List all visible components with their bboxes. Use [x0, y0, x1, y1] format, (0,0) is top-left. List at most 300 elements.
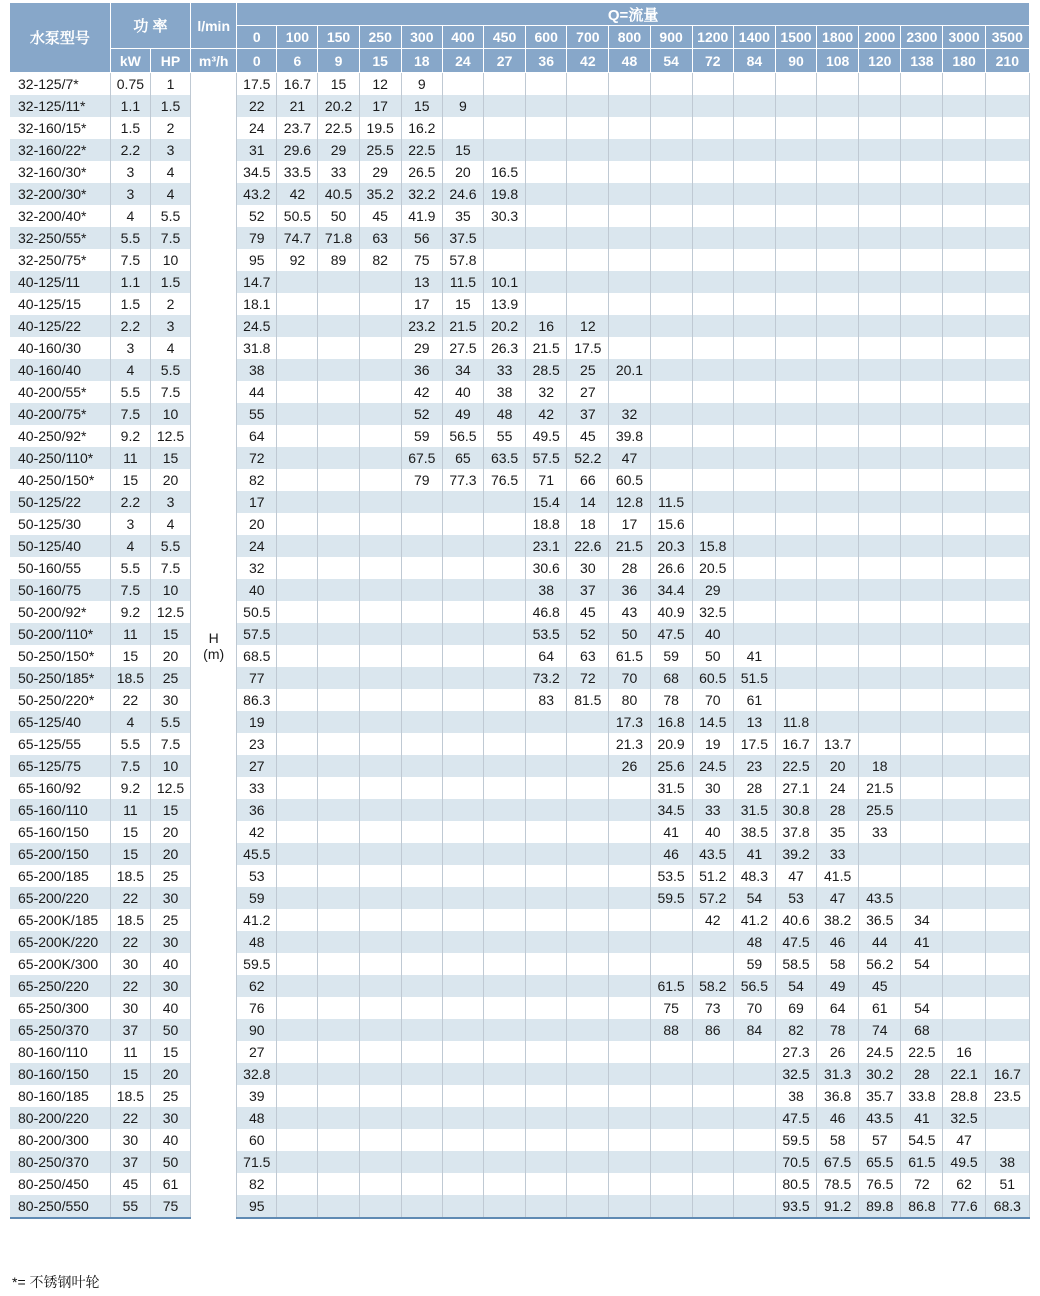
head-value-cell — [609, 249, 650, 271]
head-value-cell — [985, 931, 1029, 953]
head-value-cell — [692, 95, 733, 117]
head-value-cell — [318, 711, 359, 733]
head-value-cell — [401, 711, 442, 733]
head-value-cell — [401, 843, 442, 865]
head-value-cell — [401, 601, 442, 623]
head-value-cell — [901, 469, 943, 491]
head-value-cell — [526, 161, 567, 183]
flow-lmin-cell: 100 — [277, 26, 318, 49]
head-value-cell: 79 — [237, 227, 277, 249]
head-value-cell — [943, 381, 985, 403]
head-value-cell: 31.5 — [733, 799, 775, 821]
head-value-cell: 93.5 — [775, 1195, 816, 1218]
table-row — [10, 337, 1030, 359]
head-value-cell — [733, 381, 775, 403]
head-value-cell: 23.7 — [277, 117, 318, 139]
head-value-cell — [567, 909, 609, 931]
hp-cell: 20 — [150, 469, 190, 491]
model-cell: 80-160/110 — [10, 1041, 110, 1063]
table-row — [10, 843, 1030, 865]
table-row — [10, 1195, 1030, 1218]
hp-cell: 40 — [150, 953, 190, 975]
flow-lmin-cell: 1800 — [817, 26, 859, 49]
model-cell: 65-200/150 — [10, 843, 110, 865]
head-value-cell: 16.5 — [484, 161, 526, 183]
head-value-cell — [359, 645, 401, 667]
head-value-cell — [859, 865, 901, 887]
head-value-cell — [733, 227, 775, 249]
head-value-cell — [733, 337, 775, 359]
head-value-cell — [359, 1151, 401, 1173]
head-value-cell — [567, 843, 609, 865]
head-value-cell — [277, 1019, 318, 1041]
head-value-cell — [526, 755, 567, 777]
head-value-cell: 41 — [901, 1107, 943, 1129]
head-value-cell — [484, 865, 526, 887]
head-value-cell — [484, 1173, 526, 1195]
head-value-cell: 30.6 — [526, 557, 567, 579]
head-value-cell: 39.2 — [775, 843, 816, 865]
head-value-cell: 86 — [692, 1019, 733, 1041]
head-value-cell — [277, 315, 318, 337]
head-value-cell: 26 — [609, 755, 650, 777]
head-value-cell — [277, 623, 318, 645]
head-value-cell — [359, 623, 401, 645]
head-value-cell — [359, 425, 401, 447]
head-value-cell: 17.3 — [609, 711, 650, 733]
head-value-cell — [775, 645, 816, 667]
head-value-cell — [526, 1063, 567, 1085]
head-value-cell: 77.6 — [943, 1195, 985, 1218]
head-value-cell: 36 — [401, 359, 442, 381]
flow-lmin-cell: 400 — [442, 26, 483, 49]
head-value-cell: 25 — [567, 359, 609, 381]
head-value-cell — [733, 403, 775, 425]
head-value-cell — [484, 557, 526, 579]
model-header: 水泵型号 — [10, 3, 110, 73]
head-value-cell: 38.5 — [733, 821, 775, 843]
head-value-cell: 84 — [733, 1019, 775, 1041]
model-cell: 80-200/300 — [10, 1129, 110, 1151]
table-row — [10, 623, 1030, 645]
head-value-cell — [943, 645, 985, 667]
kw-cell: 4 — [110, 359, 150, 381]
head-value-cell — [359, 777, 401, 799]
head-value-cell: 65.5 — [859, 1151, 901, 1173]
hp-cell: 12.5 — [150, 601, 190, 623]
head-value-cell — [817, 469, 859, 491]
head-value-cell: 35 — [817, 821, 859, 843]
head-value-cell: 24.5 — [859, 1041, 901, 1063]
head-value-cell — [526, 711, 567, 733]
kw-cell: 55 — [110, 1195, 150, 1218]
flow-header: Q=流量 — [237, 3, 1030, 26]
head-value-cell — [692, 1085, 733, 1107]
head-value-cell: 36.8 — [817, 1085, 859, 1107]
head-value-cell — [526, 183, 567, 205]
head-value-cell — [359, 513, 401, 535]
model-cell: 80-200/220 — [10, 1107, 110, 1129]
head-value-cell: 34 — [901, 909, 943, 931]
head-value-cell: 32.5 — [692, 601, 733, 623]
head-value-cell — [609, 975, 650, 997]
head-value-cell — [859, 139, 901, 161]
kw-cell: 30 — [110, 953, 150, 975]
head-value-cell — [567, 1107, 609, 1129]
table-row — [10, 535, 1030, 557]
head-value-cell — [526, 1173, 567, 1195]
model-cell: 32-250/75* — [10, 249, 110, 271]
head-value-cell: 23.5 — [985, 1085, 1029, 1107]
head-value-cell — [359, 403, 401, 425]
head-value-cell: 54 — [901, 997, 943, 1019]
head-value-cell: 33 — [237, 777, 277, 799]
head-value-cell — [901, 843, 943, 865]
head-value-cell — [859, 293, 901, 315]
table-row — [10, 887, 1030, 909]
head-value-cell: 28 — [733, 777, 775, 799]
head-value-cell — [277, 293, 318, 315]
head-value-cell: 24.6 — [442, 183, 483, 205]
head-value-cell: 29 — [401, 337, 442, 359]
head-value-cell: 9 — [401, 73, 442, 96]
head-value-cell — [943, 425, 985, 447]
head-value-cell — [318, 909, 359, 931]
head-value-cell — [733, 139, 775, 161]
head-value-cell — [526, 909, 567, 931]
head-value-cell — [859, 557, 901, 579]
head-value-cell — [733, 1041, 775, 1063]
model-cell: 40-200/55* — [10, 381, 110, 403]
hp-cell: 1 — [150, 73, 190, 96]
kw-cell: 11 — [110, 799, 150, 821]
head-value-cell: 41 — [650, 821, 692, 843]
flow-m3h-cell: 42 — [567, 49, 609, 73]
head-value-cell — [609, 1129, 650, 1151]
head-value-cell: 15.6 — [650, 513, 692, 535]
head-value-cell — [318, 1041, 359, 1063]
head-value-cell — [442, 821, 483, 843]
head-value-cell — [359, 1041, 401, 1063]
head-value-cell — [401, 645, 442, 667]
head-value-cell — [318, 997, 359, 1019]
head-value-cell: 53.5 — [650, 865, 692, 887]
head-value-cell: 15 — [318, 73, 359, 96]
head-value-cell — [526, 95, 567, 117]
model-cell: 65-160/150 — [10, 821, 110, 843]
head-value-cell — [609, 1085, 650, 1107]
head-value-cell: 37.5 — [442, 227, 483, 249]
head-value-cell: 52 — [401, 403, 442, 425]
head-value-cell — [442, 1085, 483, 1107]
head-value-cell — [650, 1151, 692, 1173]
flow-lmin-cell: 3500 — [985, 26, 1029, 49]
head-value-cell: 15 — [442, 139, 483, 161]
head-value-cell — [401, 1195, 442, 1218]
head-value-cell — [401, 667, 442, 689]
head-value-cell: 14 — [567, 491, 609, 513]
flow-lmin-cell: 250 — [359, 26, 401, 49]
head-value-cell — [484, 535, 526, 557]
hp-cell: 3 — [150, 139, 190, 161]
head-value-cell — [859, 315, 901, 337]
head-value-cell — [650, 469, 692, 491]
head-value-cell — [650, 227, 692, 249]
head-value-cell — [318, 975, 359, 997]
head-value-cell — [609, 293, 650, 315]
head-value-cell — [442, 73, 483, 96]
head-value-cell: 22.5 — [901, 1041, 943, 1063]
head-value-cell: 41.9 — [401, 205, 442, 227]
head-value-cell: 61.5 — [609, 645, 650, 667]
head-value-cell: 65 — [442, 447, 483, 469]
head-value-cell — [401, 777, 442, 799]
hp-cell: 5.5 — [150, 535, 190, 557]
head-value-cell — [943, 271, 985, 293]
head-value-cell — [943, 623, 985, 645]
head-value-cell: 19.5 — [359, 117, 401, 139]
head-value-cell — [401, 579, 442, 601]
kw-cell: 45 — [110, 1173, 150, 1195]
head-value-cell — [277, 645, 318, 667]
head-value-cell — [859, 227, 901, 249]
head-value-cell — [692, 183, 733, 205]
head-value-cell: 22.1 — [943, 1063, 985, 1085]
hp-cell: 30 — [150, 975, 190, 997]
head-value-cell — [817, 227, 859, 249]
head-value-cell — [650, 359, 692, 381]
head-value-cell — [442, 1019, 483, 1041]
head-value-cell — [817, 249, 859, 271]
kw-cell: 18.5 — [110, 1085, 150, 1107]
head-value-cell: 57.8 — [442, 249, 483, 271]
head-value-cell: 56.5 — [442, 425, 483, 447]
head-value-cell: 82 — [359, 249, 401, 271]
head-value-cell: 49.5 — [526, 425, 567, 447]
head-value-cell: 25.5 — [359, 139, 401, 161]
head-value-cell — [985, 1019, 1029, 1041]
head-value-cell — [943, 799, 985, 821]
head-value-cell — [817, 271, 859, 293]
table-row — [10, 1041, 1030, 1063]
kw-cell: 9.2 — [110, 601, 150, 623]
hp-cell: 4 — [150, 513, 190, 535]
head-value-cell: 35.2 — [359, 183, 401, 205]
head-value-cell: 50.5 — [237, 601, 277, 623]
head-value-cell — [318, 469, 359, 491]
head-value-cell — [817, 557, 859, 579]
head-value-cell: 77 — [237, 667, 277, 689]
head-value-cell — [359, 1063, 401, 1085]
head-value-cell — [609, 205, 650, 227]
kw-cell: 15 — [110, 1063, 150, 1085]
head-value-cell — [359, 931, 401, 953]
model-cell: 65-125/40 — [10, 711, 110, 733]
model-cell: 32-250/55* — [10, 227, 110, 249]
head-value-cell — [526, 865, 567, 887]
head-value-cell — [359, 865, 401, 887]
head-value-cell: 16.8 — [650, 711, 692, 733]
head-value-cell: 79 — [401, 469, 442, 491]
head-value-cell — [901, 117, 943, 139]
head-value-cell — [943, 733, 985, 755]
head-value-cell — [901, 205, 943, 227]
head-value-cell — [359, 755, 401, 777]
head-value-cell: 32 — [237, 557, 277, 579]
head-value-cell — [401, 953, 442, 975]
head-value-cell: 54.5 — [901, 1129, 943, 1151]
head-value-cell — [442, 491, 483, 513]
head-value-cell — [775, 403, 816, 425]
head-value-cell — [318, 535, 359, 557]
head-value-cell: 38.2 — [817, 909, 859, 931]
head-value-cell — [817, 183, 859, 205]
head-value-cell — [775, 689, 816, 711]
head-value-cell — [901, 623, 943, 645]
table-row — [10, 293, 1030, 315]
head-value-cell: 40.6 — [775, 909, 816, 931]
head-value-cell: 20 — [442, 161, 483, 183]
head-value-cell — [567, 733, 609, 755]
head-value-cell: 73.2 — [526, 667, 567, 689]
head-value-cell — [775, 73, 816, 96]
head-value-cell — [943, 667, 985, 689]
head-value-cell — [277, 359, 318, 381]
table-row — [10, 689, 1030, 711]
head-value-cell: 29 — [318, 139, 359, 161]
head-value-cell — [733, 557, 775, 579]
head-value-cell: 20 — [817, 755, 859, 777]
head-value-cell: 59.5 — [650, 887, 692, 909]
head-value-cell — [567, 205, 609, 227]
head-value-cell — [401, 909, 442, 931]
hp-cell: 20 — [150, 821, 190, 843]
head-value-cell: 32.5 — [775, 1063, 816, 1085]
head-value-cell: 58.5 — [775, 953, 816, 975]
head-value-cell — [733, 73, 775, 96]
head-value-cell — [817, 513, 859, 535]
head-value-cell: 22.5 — [318, 117, 359, 139]
head-value-cell — [401, 865, 442, 887]
flow-m3h-cell: 120 — [859, 49, 901, 73]
head-value-cell — [277, 1129, 318, 1151]
head-value-cell: 71.8 — [318, 227, 359, 249]
head-value-cell: 51.2 — [692, 865, 733, 887]
head-value-cell — [985, 535, 1029, 557]
head-value-cell — [943, 183, 985, 205]
head-value-cell — [484, 1085, 526, 1107]
hp-cell: 30 — [150, 887, 190, 909]
head-value-cell — [817, 315, 859, 337]
head-value-cell — [442, 557, 483, 579]
kw-cell: 2.2 — [110, 491, 150, 513]
head-value-cell — [943, 161, 985, 183]
head-value-cell: 16.7 — [277, 73, 318, 96]
head-value-cell: 70 — [609, 667, 650, 689]
model-cell: 65-250/220 — [10, 975, 110, 997]
kw-cell: 5.5 — [110, 227, 150, 249]
head-value-cell — [775, 513, 816, 535]
head-value-cell — [567, 1173, 609, 1195]
head-value-cell — [567, 1195, 609, 1218]
head-value-cell — [733, 491, 775, 513]
head-value-cell — [901, 579, 943, 601]
head-value-cell: 57.5 — [526, 447, 567, 469]
table-row — [10, 799, 1030, 821]
head-value-cell — [650, 931, 692, 953]
head-value-cell: 27 — [237, 755, 277, 777]
hp-cell: 20 — [150, 645, 190, 667]
head-value-cell — [692, 381, 733, 403]
head-value-cell — [817, 161, 859, 183]
head-value-cell — [318, 1151, 359, 1173]
head-value-cell: 43.5 — [692, 843, 733, 865]
head-value-cell: 82 — [237, 469, 277, 491]
head-value-cell: 78 — [817, 1019, 859, 1041]
head-value-cell — [943, 447, 985, 469]
head-value-cell — [277, 953, 318, 975]
head-value-cell — [901, 865, 943, 887]
head-value-cell — [567, 293, 609, 315]
head-value-cell — [442, 1107, 483, 1129]
kw-cell: 15 — [110, 469, 150, 491]
table-row — [10, 227, 1030, 249]
head-value-cell: 13 — [401, 271, 442, 293]
head-value-cell — [359, 535, 401, 557]
flow-lmin-cell: 2300 — [901, 26, 943, 49]
head-value-cell: 67.5 — [817, 1151, 859, 1173]
head-value-cell — [526, 997, 567, 1019]
head-value-cell — [318, 1129, 359, 1151]
kw-cell: 1.5 — [110, 293, 150, 315]
head-value-cell: 58 — [817, 1129, 859, 1151]
head-value-cell — [859, 469, 901, 491]
head-value-cell — [401, 1041, 442, 1063]
head-value-cell — [859, 689, 901, 711]
flow-m3h-cell: 72 — [692, 49, 733, 73]
kw-cell: 1.1 — [110, 95, 150, 117]
head-value-cell — [901, 557, 943, 579]
head-value-cell — [609, 909, 650, 931]
head-value-cell — [567, 777, 609, 799]
head-value-cell — [442, 623, 483, 645]
head-value-cell — [985, 447, 1029, 469]
head-value-cell — [985, 601, 1029, 623]
head-value-cell: 43.5 — [859, 887, 901, 909]
head-value-cell: 30 — [567, 557, 609, 579]
head-value-cell — [401, 491, 442, 513]
head-value-cell — [692, 447, 733, 469]
head-value-cell: 22.5 — [401, 139, 442, 161]
hp-cell: 5.5 — [150, 205, 190, 227]
head-value-cell: 72 — [237, 447, 277, 469]
head-value-cell: 17.5 — [237, 73, 277, 96]
head-value-cell — [442, 997, 483, 1019]
flow-m3h-cell: 18 — [401, 49, 442, 73]
flow-m3h-cell: 54 — [650, 49, 692, 73]
head-value-cell: 61 — [859, 997, 901, 1019]
head-value-cell — [901, 777, 943, 799]
hp-cell: 5.5 — [150, 359, 190, 381]
table-row — [10, 733, 1030, 755]
table-row — [10, 1173, 1030, 1195]
model-cell: 40-160/30 — [10, 337, 110, 359]
head-value-cell — [442, 645, 483, 667]
head-value-cell — [733, 1173, 775, 1195]
head-value-cell — [650, 1085, 692, 1107]
head-value-cell: 45 — [567, 601, 609, 623]
kw-cell: 3 — [110, 183, 150, 205]
